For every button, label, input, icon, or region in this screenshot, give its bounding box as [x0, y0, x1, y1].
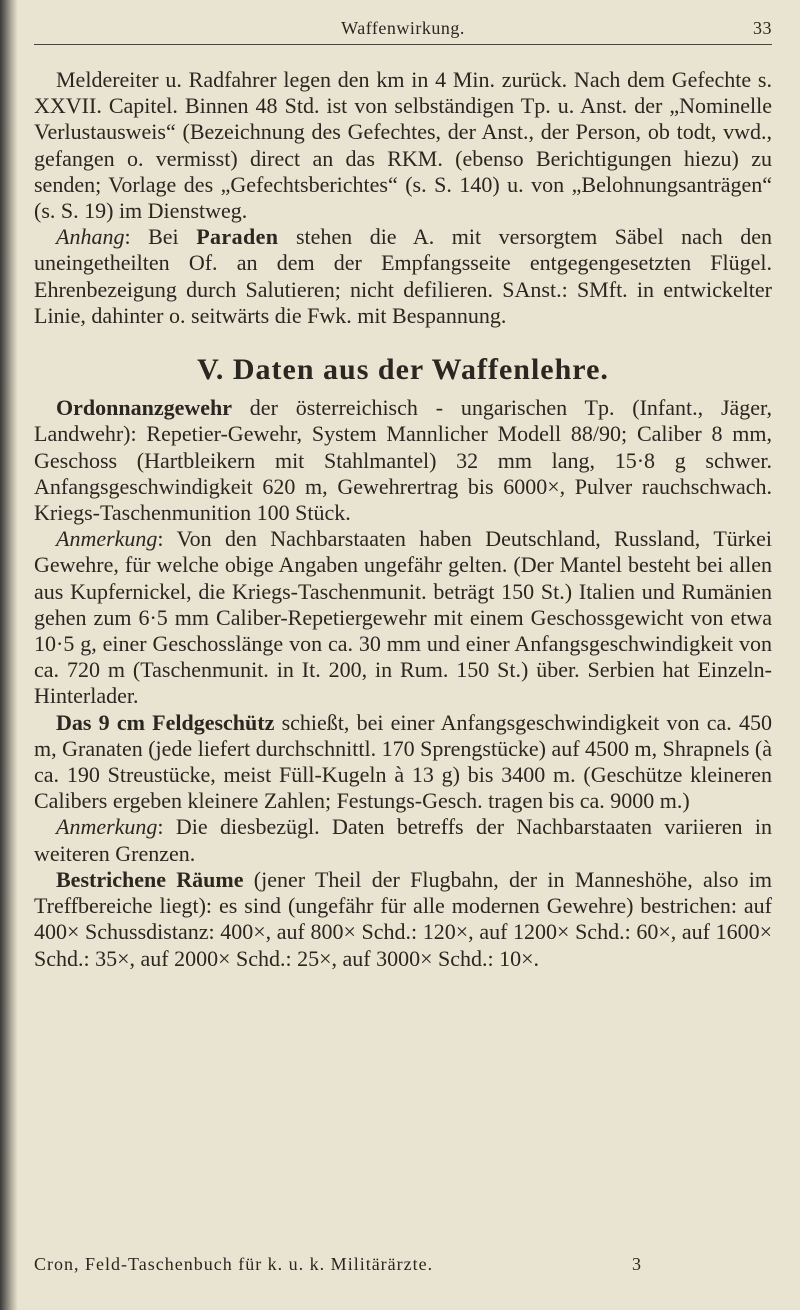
footer-book-title: Cron, Feld-Taschenbuch für k. u. k. Militärärzte. — [34, 1254, 434, 1274]
ordonnanz-text: der österreichisch - ungarischen Tp. (Infant., Jäger, Landwehr): Repetier-Gewehr, System Mannlicher Modell 88/90; Caliber 8 mm, Geschoss (Hartbleikern mit Stahlmantel) 32 mm lang, 15·8 g schwer. Anfangsgeschwindigkeit 620 m, Gewehrertrag bis 6000×, Pulver rauchschwach. Kriegs-Taschenmunition 100 Stück. — [34, 395, 772, 526]
keyword-bestrichene-raeume: Bestrichene Räume — [56, 866, 244, 892]
paragraph-anmerkung-2 — [34, 814, 772, 866]
paragraph-anhang — [34, 224, 772, 329]
keyword-feldgeschuetz: Das 9 cm Feldgeschütz — [56, 709, 275, 735]
anmerkung-1-text: : Von den Nachbarstaaten haben Deutschland, Russland, Türkei Gewehre, für welche obige Angaben ungefähr gelten. (Der Mantel besteht bei allen aus Kupfernickel, die Kriegs-Taschenmunit. beträgt 150 St.) Italien und Rumänien gehen zum 6·5 mm Caliber-Repetiergewehr mit einem Geschossgewicht von etwa 10·5 g, einer Geschosslänge von ca. 30 mm und einer Anfangsgeschwindigkeit von ca. 720 m (Taschenmunit. in It. 200, in Rum. 150 St.) über. Serbien hat Einzeln-Hinterlader. — [34, 526, 772, 709]
page-body — [34, 67, 772, 972]
bestrichene-text: (jener Theil der Flugbahn, der in Manneshöhe, also im Treffbereiche liegt): es sind (ungefähr für alle modernen Gewehre) bestrichen: auf 400× Schussdistanz: 400×, auf 800× Schd.: 120×, auf 1200× Schd.: 60×, auf 1600× Schd.: 35×, auf 2000× Schd.: 25×, auf 3000× Schd.: 10×. — [34, 866, 772, 971]
anmerkung-2-text: : Die diesbezügl. Daten betreffs der Nachbarstaaten variieren in weiteren Grenzen. — [34, 814, 772, 866]
paragraph-anmerkung-1 — [34, 526, 772, 709]
keyword-paraden: Paraden — [196, 224, 279, 250]
paragraph-feldgeschuetz — [34, 710, 772, 815]
section-heading: V. Daten aus der Waffenlehre. — [197, 353, 609, 387]
paragraph-meldereiter: Meldereiter u. Radfahrer legen den km in 4 Min. zurück. Nach dem Gefechte s. XXVII. Capitel. Binnen 48 Std. ist von selbständigen Tp. u. Anst. der „Nominelle Verlustausweis“ (Bezeichnung des Gefechtes, der Anst., der Person, ob todt, vwd., gefangen o. vermisst) direct an das RKM. (ebenso Berichtigungen hiezu) zu senden; Vorlage des „Gefechtsberichtes“ (s. S. 140) u. von „Belohnungsanträgen“ (s. S. 19) im Dienstweg. — [34, 67, 772, 224]
label-anhang: Anhang — [56, 224, 125, 250]
sheet-signature: 3 — [632, 1254, 642, 1274]
anhang-pre: : Bei — [124, 224, 197, 250]
book-binding-edge — [0, 0, 18, 1310]
running-header — [34, 14, 772, 45]
label-anmerkung-1: Anmerkung — [56, 526, 158, 552]
page-footer — [34, 1254, 772, 1275]
keyword-ordonnanzgewehr: Ordonnanzgewehr — [56, 395, 232, 421]
book-page — [34, 14, 772, 1304]
label-anmerkung-2: Anmerkung — [56, 814, 158, 840]
anhang-text: stehen die A. mit versorgtem Säbel nach den uneingetheilten Of. an dem der Empfangsseite entgegengesetzten Flügel. Ehrenbezeigung durch Salutieren; nicht defilieren. SAnst.: SMft. in entwickelter Linie, dahinter o. seitwärts die Fwk. mit Bespannung. — [34, 224, 772, 328]
feldgeschuetz-text: schießt, bei einer Anfangsgeschwindigkeit von ca. 450 m, Granaten (jede liefert durchschnittl. 170 Sprengstücke) auf 4500 m, Shrapnels (à ca. 190 Streustücke, meist Füll-Kugeln à 13 g) bis 3400 m. (Geschütze kleineren Calibers ergeben kleinere Zahlen; Festungs-Gesch. tragen bis ca. 9000 m.) — [34, 709, 772, 814]
page-number: 33 — [753, 18, 772, 38]
paragraph-bestrichene-raeume — [34, 867, 772, 972]
paragraph-ordonnanzgewehr — [34, 395, 772, 526]
running-title: Waffenwirkung. — [341, 18, 465, 38]
